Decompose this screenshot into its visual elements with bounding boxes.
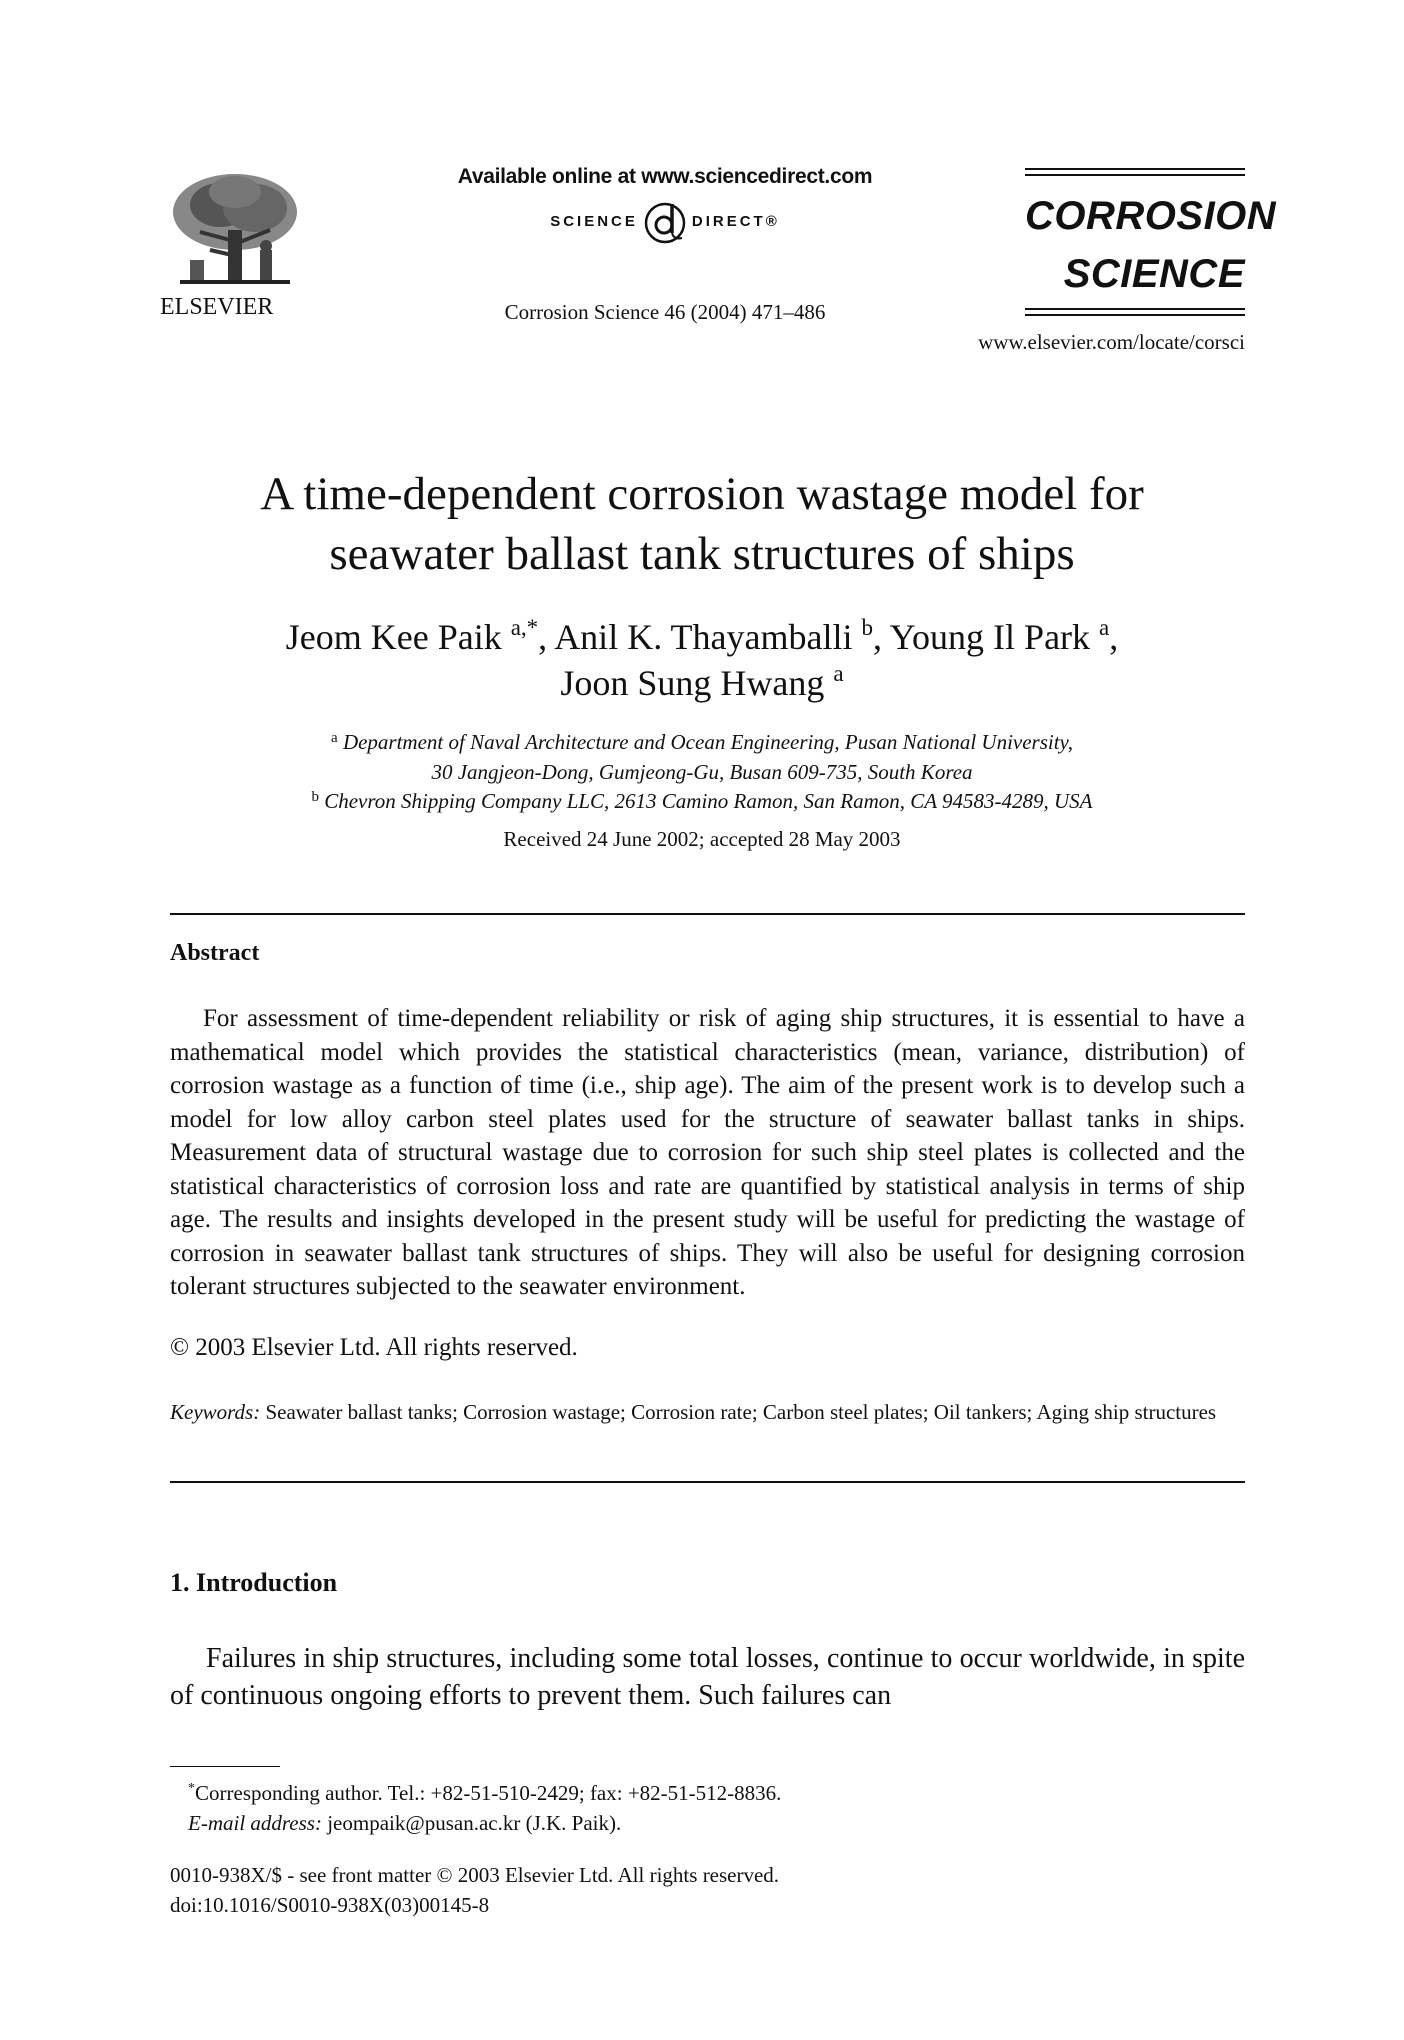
- journal-title-line2: SCIENCE: [1063, 252, 1245, 296]
- front-matter-text: 0010-938X/$ - see front matter © 2003 Elsevier Ltd. All rights reserved.: [170, 1863, 780, 1887]
- masthead-rule-top: [1025, 168, 1245, 170]
- article-title: [140, 464, 1264, 584]
- footnote-rule: [170, 1766, 280, 1767]
- affiliation-b: [140, 786, 1264, 816]
- affiliation-text: 30 Jangjeon-Dong, Gumjeong-Gu, Busan 609-735, South Korea: [431, 760, 973, 784]
- elsevier-tree-logo: [160, 170, 310, 290]
- tree-icon: [160, 170, 310, 290]
- affiliation-text: Department of Naval Architecture and Ocean Engineering, Pusan National University,: [342, 730, 1073, 754]
- journal-reference: Corrosion Science 46 (2004) 471–486: [504, 300, 826, 324]
- journal-title-line1: CORROSION: [1025, 194, 1277, 238]
- author-affiliation-mark: b: [861, 615, 873, 640]
- sciencedirect-right-text: DIRECT®: [691, 212, 780, 230]
- author-list: [140, 614, 1264, 706]
- article-title-line1: A time-dependent corrosion wastage model for: [260, 468, 1144, 520]
- abstract-body: For assessment of time-dependent reliability or risk of aging ship structures, it is essential to have a mathematical model which provides the statistical characteristics (mean, variance, distribution) of corrosion wastage as a function of time (i.e., ship age). The aim of the present work is to develop such a model for low alloy carbon steel plates used for the structure of seawater ballast tanks in ships. Measurement data of structural wastage due to corrosion for such ship steel plates is collected and the statistical characteristics of corrosion loss and rate are quantified by statistical analysis in terms of ship age. The results and insights developed in the present study will be useful for predicting the wastage of corrosion in seawater ballast tank structures of ships. They will also be useful for designing corrosion tolerant structures subjected to the seawater environment.: [170, 1005, 1245, 1300]
- author-line-2: [140, 660, 1264, 706]
- affiliation-a: [140, 727, 1264, 787]
- sciencedirect-left-text: SCIENCE: [550, 212, 638, 230]
- author-line-1: Jeom Kee Paik $^{a,*}$, Anil K. Thayamballi $^b$, Young Il Park $^a$,: [285, 615, 1119, 657]
- front-matter: [170, 1860, 1170, 1920]
- article-title-line2: seawater ballast tank structures of ships: [329, 528, 1075, 580]
- abstract-rule-bottom: [170, 1481, 1245, 1483]
- available-online-text[interactable]: Available online at www.sciencedirect.com: [457, 165, 873, 188]
- affiliation-text: Chevron Shipping Company LLC, 2613 Camino Ramon, San Ramon, CA 94583-4289, USA: [324, 789, 1093, 813]
- abstract-copyright: © 2003 Elsevier Ltd. All rights reserved.: [170, 1334, 578, 1361]
- author-affiliation-mark: a: [833, 661, 844, 686]
- author-name[interactable]: Joon Sung Hwang: [560, 663, 825, 703]
- author-name[interactable]: Jeom Kee Paik: [285, 617, 502, 657]
- affiliation-mark: a: [331, 730, 338, 746]
- author-affiliation-mark: a,*: [510, 615, 539, 640]
- author-name[interactable]: Anil K. Thayamballi: [554, 617, 853, 657]
- keywords-list: Seawater ballast tanks; Corrosion wastage; Corrosion rate; Carbon steel plates; Oil tankers; Aging ship structures: [265, 1400, 1217, 1424]
- journal-masthead: [1025, 168, 1277, 316]
- affiliation-mark: b: [311, 789, 319, 805]
- journal-url-link[interactable]: www.elsevier.com/locate/corsci: [978, 330, 1245, 354]
- doi-link[interactable]: doi:10.1016/S0010-938X(03)00145-8: [170, 1893, 490, 1917]
- introduction-body: Failures in ship structures, including some total losses, continue to occur worldwide, in spite of continuous ongoing efforts to prevent them. Such failures can: [170, 1643, 1245, 1711]
- at-d-icon: [642, 196, 688, 246]
- sciencedirect-logo: [505, 196, 825, 246]
- email-link[interactable]: jeompaik@pusan.ac.kr (J.K. Paik).: [327, 1811, 622, 1835]
- masthead-rule-bottom-2: [1025, 314, 1245, 316]
- footnote-corresponding-text: Corresponding author. Tel.: +82-51-510-2429; fax: +82-51-512-8836.: [195, 1781, 782, 1805]
- abstract-rule-top: [170, 913, 1245, 915]
- email-label: E-mail address:: [188, 1811, 322, 1835]
- masthead-rule-bottom: [1025, 308, 1245, 310]
- masthead-rule-top-2: [1025, 174, 1245, 176]
- footnote-email: [170, 1808, 1188, 1838]
- keywords-label: Keywords:: [170, 1400, 261, 1424]
- section-heading-introduction: 1. Introduction: [170, 1568, 338, 1597]
- footnote-corresponding-author: [170, 1778, 1188, 1808]
- received-dates: Received 24 June 2002; accepted 28 May 2003: [503, 827, 901, 851]
- author-name[interactable]: Young Il Park: [889, 617, 1091, 657]
- publisher-name: ELSEVIER: [160, 294, 274, 320]
- author-affiliation-mark: a: [1099, 615, 1110, 640]
- abstract-heading: Abstract: [170, 940, 260, 966]
- footnote-mark: *: [188, 1781, 195, 1796]
- keywords: [170, 1397, 1245, 1427]
